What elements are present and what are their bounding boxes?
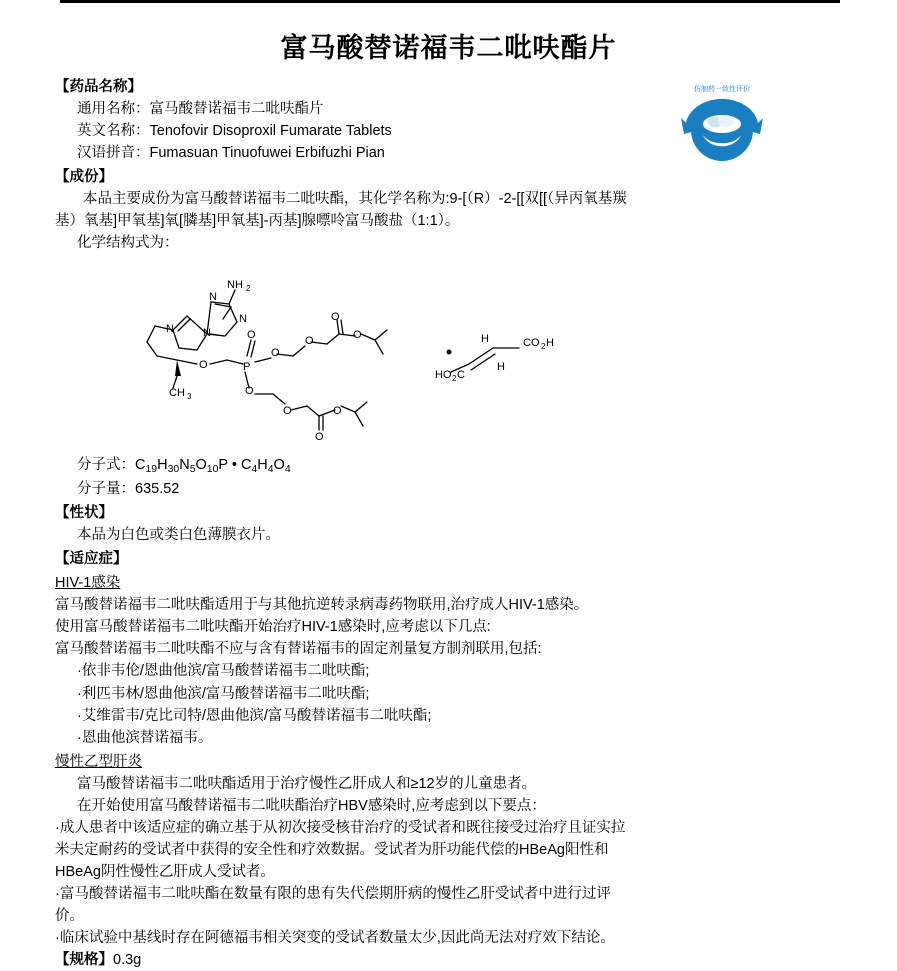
section-head-spec: 【规格】 xyxy=(55,951,113,968)
molecular-weight-value: 635.52 xyxy=(135,481,180,498)
svg-text:O: O xyxy=(271,347,280,360)
svg-text:P: P xyxy=(243,361,251,374)
molecular-weight-line xyxy=(55,478,635,500)
svg-text:N: N xyxy=(203,327,211,340)
svg-text:C: C xyxy=(457,369,465,382)
fumaric-acid-structure-svg xyxy=(435,318,575,398)
hiv-bullet-2: ·利匹韦林/恩曲他滨/富马酸替诺福韦二吡呋酯; xyxy=(77,685,370,702)
svg-text:2: 2 xyxy=(541,342,546,352)
hbv-bullet-2: ·富马酸替诺福韦二吡呋酯在数量有限的患有失代偿期肝病的慢性乙肝受试者中进行过评价。 xyxy=(55,885,611,924)
consistency-evaluation-logo xyxy=(672,78,772,178)
molecular-weight-label: 分子量： xyxy=(77,481,135,498)
svg-text:NH: NH xyxy=(227,279,243,292)
structure-label: 化学结构式为： xyxy=(77,235,179,252)
svg-text:O: O xyxy=(333,405,342,418)
hiv-bullet-3: ·艾维雷韦/克比司特/恩曲他滨/富马酸替诺福韦二吡呋酯; xyxy=(77,707,432,724)
svg-text:HO: HO xyxy=(435,369,452,382)
svg-text:仿制药一致性评价: 仿制药一致性评价 xyxy=(694,86,750,93)
ingredients-text: 本品主要成份为富马酸替诺福韦二吡呋酯，其化学名称为:9-[（R）-2-[[双[[（异丙氧基羰基）氧基]甲氧基]氧[膦基]甲氧基]-丙基]腺嘌呤富马酸盐（1:1）。 xyxy=(55,191,627,230)
drug-name-pinyin: 汉语拼音：Fumasuan Tinuofuwei Erbifuzhi Pian xyxy=(77,145,385,162)
svg-text:O: O xyxy=(315,431,324,444)
svg-text:O: O xyxy=(247,329,256,342)
svg-text:2: 2 xyxy=(246,284,251,294)
section-head-drug-name: 【药品名称】 xyxy=(55,79,142,95)
svg-text:O: O xyxy=(353,329,362,342)
hiv-line-2: 使用富马酸替诺福韦二吡呋酯开始治疗HIV-1感染时,应考虑以下几点: xyxy=(55,619,491,636)
svg-text:H: H xyxy=(546,337,554,350)
svg-text:O: O xyxy=(245,385,254,398)
subhead-chronic-hepatitis-b: 慢性乙型肝炎 xyxy=(55,753,142,770)
svg-text:H: H xyxy=(481,333,489,346)
svg-text:O: O xyxy=(305,335,314,348)
svg-text:2: 2 xyxy=(452,374,457,384)
svg-text:CO: CO xyxy=(523,337,540,350)
chemical-structure-figure xyxy=(55,258,635,454)
drug-name-english: 英文名称：Tenofovir Disoproxil Fumarate Tablets xyxy=(77,123,392,140)
hbv-line-1: 富马酸替诺福韦二吡呋酯适用于治疗慢性乙肝成人和≥12岁的儿童患者。 xyxy=(77,775,537,792)
spec-line xyxy=(55,949,635,971)
molecular-formula-label: 分子式： xyxy=(77,457,135,474)
molecular-formula-line xyxy=(55,454,635,478)
svg-text:3: 3 xyxy=(187,392,192,402)
page-title: 富马酸替诺福韦二吡呋酯片 xyxy=(280,33,617,63)
subhead-hiv-infection: HIV-1感染 xyxy=(55,575,121,592)
svg-text:N: N xyxy=(166,323,174,336)
hiv-bullet-1: ·依非韦伦/恩曲他滨/富马酸替诺福韦二吡呋酯; xyxy=(77,663,370,680)
header-rule xyxy=(60,0,840,3)
svg-text:CH: CH xyxy=(169,387,185,400)
svg-text:N: N xyxy=(239,313,247,326)
molecular-formula-value: $C_{19}H_{30}N_5O_{10}P$ • $C_4H_4O_4$ xyxy=(135,457,291,476)
svg-text:H: H xyxy=(497,361,505,374)
section-head-indications: 【适应症】 xyxy=(55,551,128,568)
svg-text:O: O xyxy=(199,359,208,372)
properties-text: 本品为白色或类白色薄膜衣片。 xyxy=(77,527,280,544)
hiv-line-1: 富马酸替诺福韦二吡呋酯适用于与其他抗逆转录病毒药物联用,治疗成人HIV-1感染。 xyxy=(55,597,589,614)
section-head-properties: 【性状】 xyxy=(55,505,113,522)
svg-text:O: O xyxy=(283,405,292,418)
hbv-bullet-1: ·成人患者中该适应症的确立基于从初次接受核苷治疗的受试者和既往接受过治疗且证实拉米夫定耐药的受试者中获得的安全性和疗效数据。受试者为肝功能代偿的HBeAg阳性和HBeAg阴性慢性乙肝成人受试者。 xyxy=(55,819,626,880)
svg-text:N: N xyxy=(209,291,217,304)
hiv-bullet-4: ·恩曲他滨替诺福韦。 xyxy=(77,729,213,746)
hbv-bullet-3: ·临床试验中基线时存在阿德福韦相关突变的受试者数量太少,因此尚无法对疗效下结论。 xyxy=(55,929,615,946)
hbv-line-2: 在开始使用富马酸替诺福韦二吡呋酯治疗HBV感染时,应考虑到以下要点： xyxy=(77,797,546,814)
hiv-line-3: 富马酸替诺福韦二吡呋酯不应与含有替诺福韦的固定剂量复方制剂联用,包括: xyxy=(55,641,542,658)
drug-name-generic: 通用名称：富马酸替诺福韦二吡呋酯片 xyxy=(77,101,324,118)
svg-text:O: O xyxy=(331,311,340,324)
spec-value: 0.3g xyxy=(113,951,142,968)
document-body xyxy=(55,74,635,971)
section-head-ingredients: 【成份】 xyxy=(55,169,113,186)
